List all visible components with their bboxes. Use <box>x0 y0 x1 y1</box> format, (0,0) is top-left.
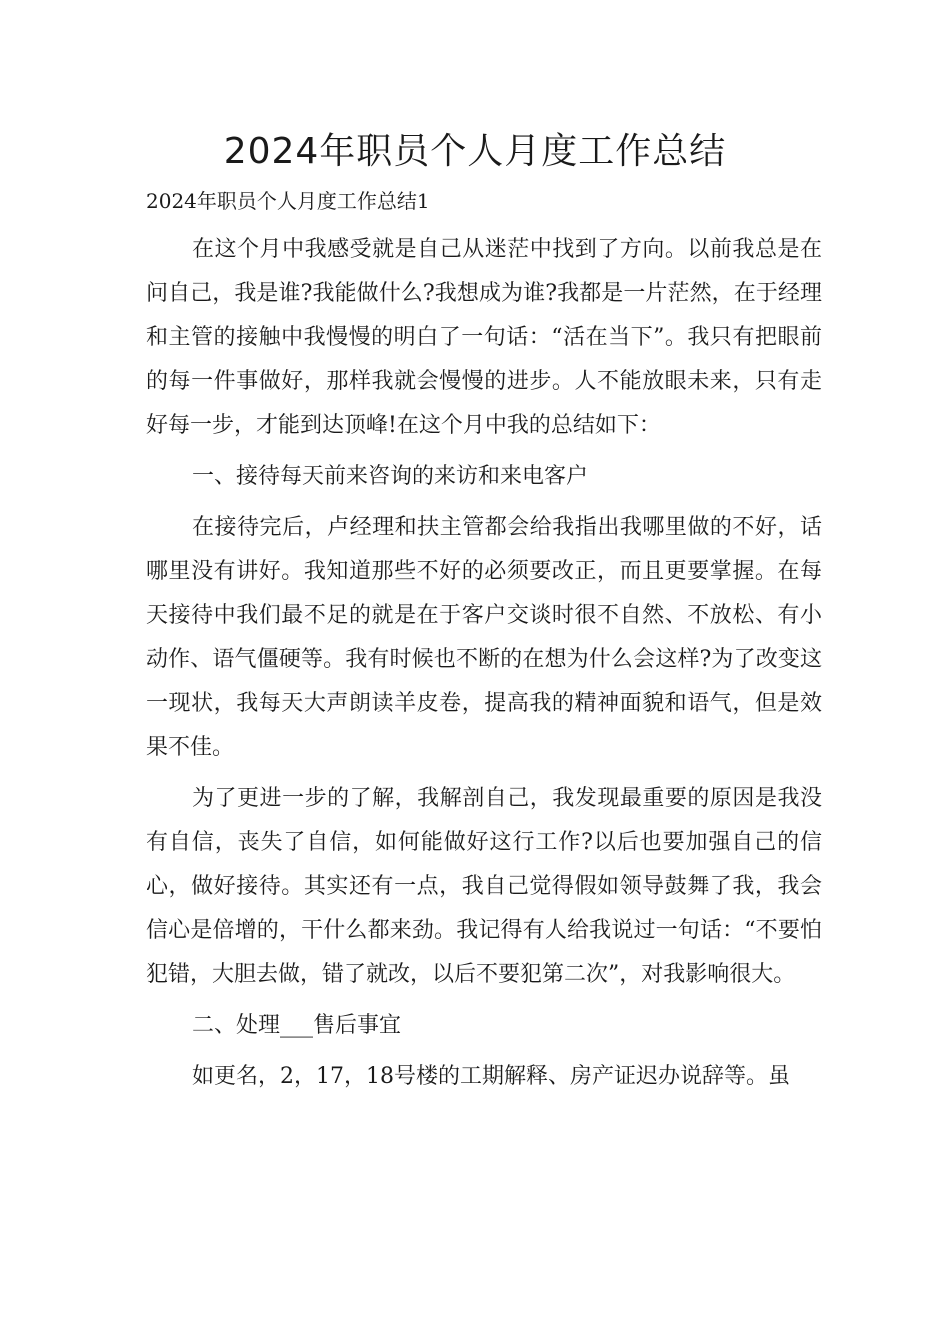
paragraph-reception: 在接待完后，卢经理和扶主管都会给我指出我哪里做的不好，话哪里没有讲好。我知道那些不好的必须要改正，而且更要掌握。在每天接待中我们最不足的就是在于客户交谈时很不自然、不放松、有小动作、语气僵硬等。我有时候也不断的在想为什么会这样?为了改变这一现状，我每天大声朗读羊皮卷，提高我的精神面貌和语气，但是效果不佳。 <box>146 515 822 760</box>
document-body <box>146 228 822 1106</box>
paragraph-after-sales: 如更名，2，17，18号楼的工期解释、房产证迟办说辞等。虽 <box>192 1064 790 1089</box>
paragraph-intro: 在这个月中我感受就是自己从迷茫中找到了方向。以前我总是在问自己，我是谁?我能做什么?我想成为谁?我都是一片茫然，在于经理和主管的接触中我慢慢的明白了一句话：“活在当下”。我只有把眼前的每一件事做好，那样我就会慢慢的进步。人不能放眼未来，只有走好每一步，才能到达顶峰!在这个月中我的总结如下： <box>146 237 822 438</box>
document-subtitle: 2024年职员个人月度工作总结1 <box>146 189 430 213</box>
document-title: 2024年职员个人月度工作总结 <box>223 131 727 172</box>
section-heading-1: 一、接待每天前来咨询的来访和来电客户 <box>192 464 589 489</box>
section-heading-2: 二、处理___售后事宜 <box>192 1013 402 1038</box>
paragraph-confidence: 为了更进一步的了解，我解剖自己，我发现最重要的原因是我没有自信，丧失了自信，如何能做好这行工作?以后也要加强自己的信心，做好接待。其实还有一点，我自己觉得假如领导鼓舞了我，我会信心是倍增的，干什么都来劲。我记得有人给我说过一句话：“不要怕犯错，大胆去做，错了就改，以后不要犯第二次”，对我影响很大。 <box>146 786 822 987</box>
